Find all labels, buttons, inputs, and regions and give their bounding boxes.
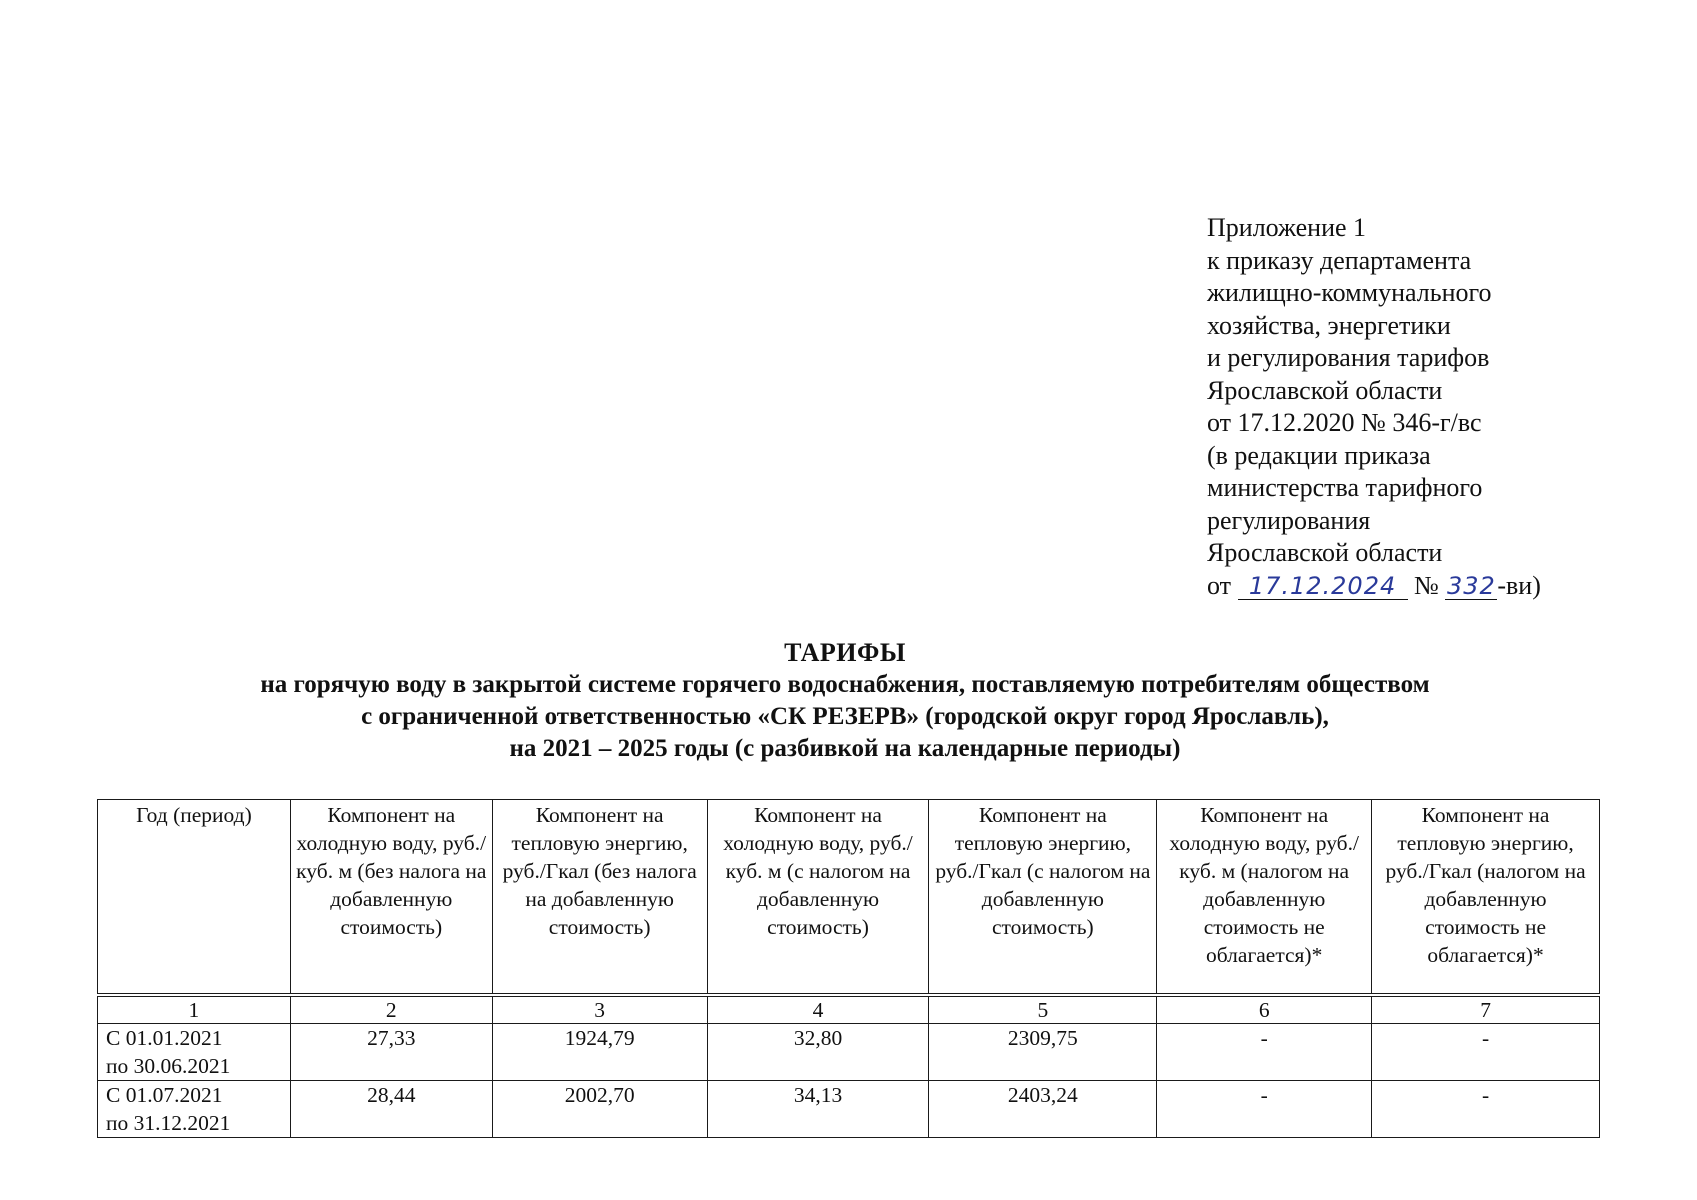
- table-cell: 2002,70: [492, 1081, 707, 1138]
- appendix-line: к приказу департамента: [1207, 245, 1472, 275]
- handwritten-date: 17.12.2024: [1238, 573, 1408, 600]
- appendix-line: министерства тарифного: [1207, 473, 1483, 502]
- header-heat-energy-with-vat: Компонент на тепловую энергию, руб./Гкал (с налогом на добавленную стоимость): [929, 800, 1157, 996]
- title-main: ТАРИФЫ: [784, 638, 906, 667]
- appendix-line: и регулирования тарифов: [1207, 343, 1490, 372]
- handwritten-number: 332: [1446, 571, 1496, 600]
- table-row: [98, 1024, 1600, 1081]
- table-header-row: [98, 800, 1600, 996]
- appendix-line: Ярославской области: [1207, 375, 1443, 405]
- amendment-suffix: -ви): [1497, 570, 1541, 600]
- header-heat-energy-no-vat: Компонент на тепловую энергию, руб./Гкал (без налога на добавленную стоимость): [492, 800, 707, 996]
- table-cell: -: [1372, 1024, 1600, 1081]
- table-cell: 34,13: [707, 1081, 929, 1138]
- period-cell: [98, 1081, 291, 1138]
- period-cell: [98, 1024, 291, 1081]
- table-cell: -: [1157, 1081, 1372, 1138]
- table-cell: -: [1372, 1081, 1600, 1138]
- appendix-line: жилищно-коммунального: [1207, 278, 1492, 307]
- column-number-row: [98, 995, 1600, 1024]
- table-cell: 28,44: [290, 1081, 492, 1138]
- title-line: на 2021 – 2025 годы (с разбивкой на календарные периоды): [509, 735, 1181, 762]
- table-cell: 2309,75: [929, 1024, 1157, 1081]
- number-sign: №: [1407, 570, 1446, 600]
- header-period: Год (период): [98, 800, 291, 996]
- amendment-prefix: от: [1207, 570, 1238, 600]
- column-number: 5: [929, 995, 1157, 1024]
- title-line: с ограниченной ответственностью «СК РЕЗЕРВ» (городской округ город Ярославль),: [361, 703, 1329, 730]
- table-cell: 32,80: [707, 1024, 929, 1081]
- table-row: [98, 1081, 1600, 1138]
- column-number: 2: [290, 995, 492, 1024]
- column-number: 3: [492, 995, 707, 1024]
- table-cell: -: [1157, 1024, 1372, 1081]
- table-cell: 2403,24: [929, 1081, 1157, 1138]
- period-to: по 31.12.2021: [106, 1111, 231, 1135]
- document-title: [90, 637, 1600, 765]
- appendix-line: регулирования: [1207, 505, 1371, 535]
- appendix-line: хозяйства, энергетики: [1207, 310, 1451, 340]
- period-to: по 30.06.2021: [106, 1054, 231, 1078]
- table-cell: 1924,79: [492, 1024, 707, 1081]
- column-number: 4: [707, 995, 929, 1024]
- column-number: 6: [1157, 995, 1372, 1024]
- title-line: на горячую воду в закрытой системе горячего водоснабжения, поставляемую потребителям обществом: [260, 671, 1430, 698]
- header-cold-water-no-vat: Компонент на холодную воду, руб./ куб. м (без налога на добавленную стоимость): [290, 800, 492, 996]
- header-heat-energy-vat-exempt: Компонент на тепловую энергию, руб./Гкал (налогом на добавленную стоимость не облагается)*: [1372, 800, 1600, 996]
- header-cold-water-with-vat: Компонент на холодную воду, руб./ куб. м (с налогом на добавленную стоимость): [707, 800, 929, 996]
- appendix-block: [1207, 212, 1647, 602]
- table-cell: 27,33: [290, 1024, 492, 1081]
- column-number: 1: [98, 995, 291, 1024]
- appendix-line: Ярославской области: [1207, 538, 1443, 567]
- appendix-line: (в редакции приказа: [1207, 440, 1431, 470]
- period-from: С 01.01.2021: [106, 1026, 223, 1050]
- appendix-line: Приложение 1: [1207, 213, 1367, 242]
- tariffs-table: [97, 799, 1600, 1138]
- period-from: С 01.07.2021: [106, 1083, 223, 1107]
- column-number: 7: [1372, 995, 1600, 1024]
- appendix-amendment-line: [1207, 570, 1647, 603]
- header-cold-water-vat-exempt: Компонент на холодную воду, руб./ куб. м (налогом на добавленную стоимость не облагается)*: [1157, 800, 1372, 996]
- appendix-line: от 17.12.2020 № 346-г/вс: [1207, 408, 1482, 437]
